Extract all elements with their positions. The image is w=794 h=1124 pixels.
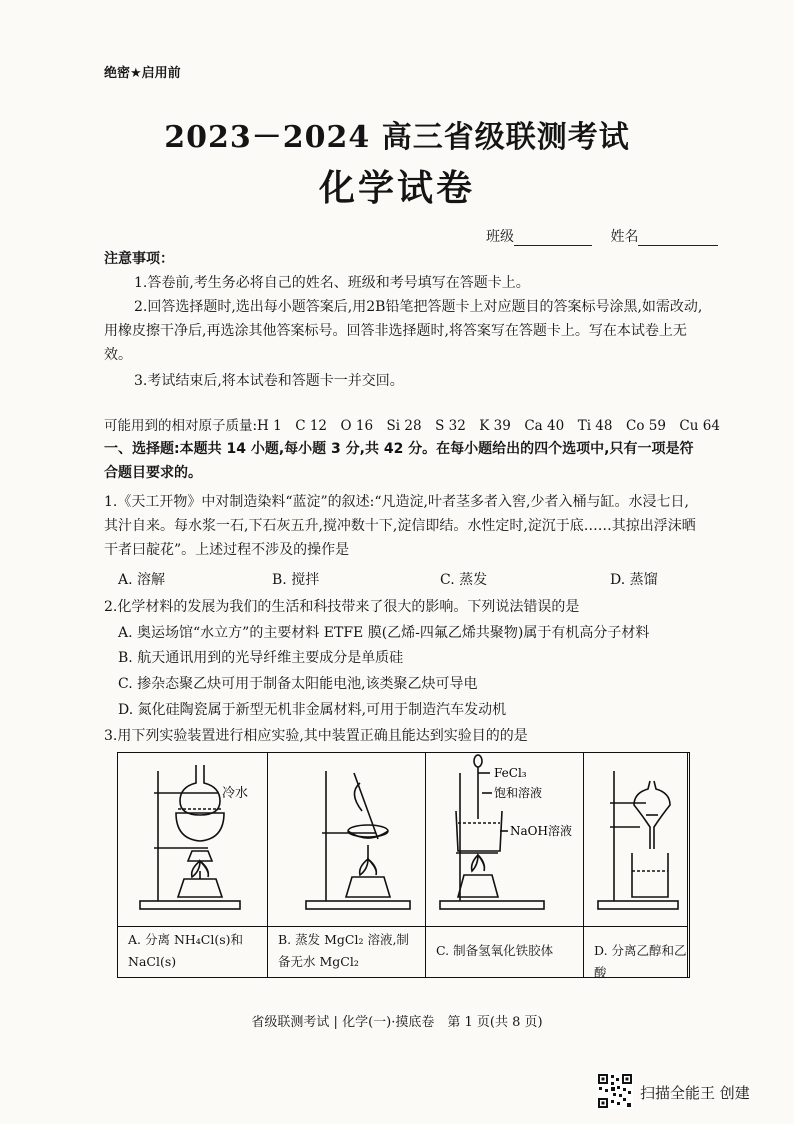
caption-b[interactable]: B. 蒸发 MgCl₂ 溶液,制备无水 MgCl₂ xyxy=(278,932,409,969)
subject-title: 化学试卷 xyxy=(318,167,475,209)
q2-option-d[interactable]: D. 氮化硅陶瓷属于新型无机非金属材料,可用于制造汽车发动机 xyxy=(118,702,507,718)
q2-option-b[interactable]: B. 航天通讯用到的光导纤维主要成分是单质硅 xyxy=(118,650,404,666)
apparatus-figure xyxy=(117,752,690,978)
question-2-stem: 2.化学材料的发展为我们的生活和科技带来了很大的影响。下列说法错误的是 xyxy=(104,599,580,615)
notice-item-1: 1.答卷前,考生务必将自己的姓名、班级和考号填写在答题卡上。 xyxy=(134,275,530,291)
notice-heading: 注意事项： xyxy=(104,251,174,267)
q1-option-b[interactable]: B. 搅拌 xyxy=(272,572,320,588)
section-heading-text: 一、选择题:本题共 14 小题,每小题 3 分,共 42 分。在每小题给出的四个选项中,只有一项是符合题目要求的。 xyxy=(104,441,694,481)
qr-code-icon xyxy=(597,1073,633,1109)
fecl3-label: FeCl₃ xyxy=(494,766,527,780)
class-label: 班级 xyxy=(486,229,514,245)
caption-d[interactable]: D. 分离乙醇和乙酸 xyxy=(594,943,687,980)
scanner-watermark: 扫描全能王 创建 xyxy=(640,1084,750,1102)
q1-option-a[interactable]: A. 溶解 xyxy=(118,572,166,588)
apparatus-a-drawing xyxy=(118,753,266,925)
exam-title: 2023－2024 高三省级联测考试 xyxy=(164,120,630,155)
apparatus-b-drawing xyxy=(268,753,424,925)
name-label: 姓名 xyxy=(610,229,639,245)
page-footer: 省级联测考试 | 化学(一)·摸底卷 第 1 页(共 8 页) xyxy=(251,1015,543,1030)
confidential-mark: 绝密★启用前 xyxy=(104,66,181,81)
q1-option-d[interactable]: D. 蒸馏 xyxy=(610,572,658,588)
apparatus-d-drawing xyxy=(584,753,688,925)
naoh-solution-label: NaOH溶液 xyxy=(510,824,572,838)
name-field[interactable] xyxy=(638,231,718,246)
caption-row xyxy=(118,926,688,927)
cold-water-label: 冷水 xyxy=(222,786,249,801)
saturated-solution-label: 饱和溶液 xyxy=(494,786,543,800)
caption-c[interactable]: C. 制备氢氧化铁胶体 xyxy=(436,943,554,958)
question-3-stem: 3.用下列实验装置进行相应实验,其中装置正确且能达到实验目的的是 xyxy=(104,728,528,744)
apparatus-c-drawing xyxy=(426,753,582,925)
class-field[interactable] xyxy=(514,231,592,246)
q2-option-a[interactable]: A. 奥运场馆“水立方”的主要材料 ETFE 膜(乙烯-四氟乙烯共聚物)属于有机高分子材料 xyxy=(118,625,650,641)
notice-item-2: 2.回答选择题时,选出每小题答案后,用2B铅笔把答题卡上对应题目的答案标号涂黑,如需改动,用橡皮擦干净后,再选涂其他答案标号。回答非选择题时,将答案写在答题卡上。写在本试卷上无效。 xyxy=(104,299,703,363)
section-heading xyxy=(104,437,704,485)
atomic-masses: 可能用到的相对原子质量:H 1 C 12 O 16 Si 28 S 32 K 39 Ca 40 Ti 48 Co 59 Cu 64 xyxy=(104,418,720,434)
question-1-stem: 1.《天工开物》中对制造染料“蓝淀”的叙述:“凡造淀,叶者茎多者入窖,少者入桶与缸。水浸七日,其汁自来。每水浆一石,下石灰五升,搅冲数十下,淀信即结。水性定时,淀沉于底……其掠出浮沫晒干者曰靛花”。上述过程不涉及的操作是 xyxy=(104,494,696,558)
q2-option-c[interactable]: C. 掺杂态聚乙炔可用于制备太阳能电池,该类聚乙炔可导电 xyxy=(118,676,478,692)
caption-a[interactable]: A. 分离 NH₄Cl(s)和 NaCl(s) xyxy=(128,932,244,969)
student-info-fields xyxy=(486,226,718,246)
notice-item-3: 3.考试结束后,将本试卷和答题卡一并交回。 xyxy=(134,373,404,389)
q1-option-c[interactable]: C. 蒸发 xyxy=(440,572,488,588)
